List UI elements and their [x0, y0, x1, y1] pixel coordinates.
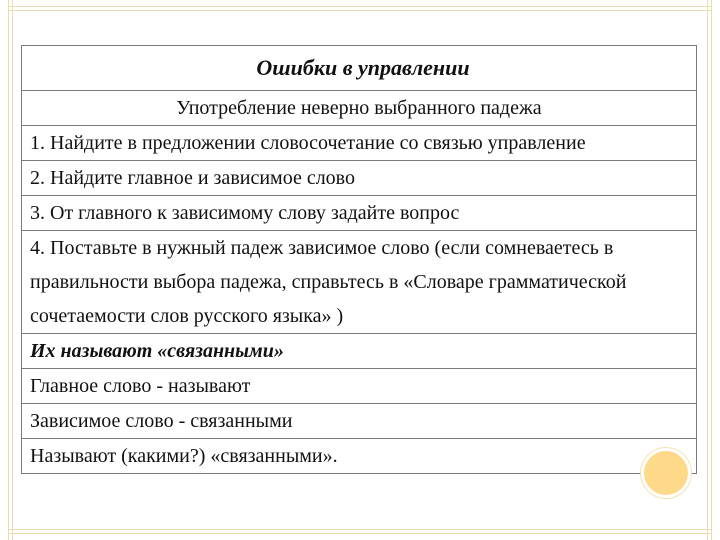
table-row	[22, 439, 697, 474]
frame-line-left-outer	[8, 0, 9, 540]
step-2: 2. Найдите главное и зависимое слово	[22, 161, 697, 196]
step-1: 1. Найдите в предложении словосочетание со связью управление	[22, 126, 697, 161]
table-row	[22, 161, 697, 196]
step-4: 4. Поставьте в нужный падеж зависимое слово (если сомневаетесь в правильности выбора падежа, справьтесь в «Словаре грамматической сочетаемости слов русского языка» )	[22, 231, 697, 334]
table-row	[22, 196, 697, 231]
frame-line-top-outer	[8, 6, 712, 7]
content-table	[21, 45, 697, 474]
table-row	[22, 404, 697, 439]
step-3: 3. От главного к зависимому слову задайте вопрос	[22, 196, 697, 231]
slide-subtitle: Употребление неверно выбранного падежа	[22, 91, 697, 126]
table-row	[22, 334, 697, 369]
table-row	[22, 126, 697, 161]
frame-line-left-inner	[12, 0, 13, 540]
frame-line-bottom-inner	[8, 529, 712, 530]
decorative-circle	[641, 448, 691, 498]
frame-line-right-inner	[707, 0, 708, 540]
frame-line-right-outer	[711, 0, 712, 540]
frame-line-bottom-outer	[8, 533, 712, 534]
example-line-dependent-word: Зависимое слово - связанными	[22, 404, 697, 439]
example-line-question: Называют (какими?) «связанными».	[22, 439, 697, 474]
table-row	[22, 231, 697, 334]
table-row	[22, 46, 697, 91]
example-heading: Их называют «связанными»	[22, 334, 697, 369]
table-row	[22, 369, 697, 404]
frame-line-top-inner	[8, 10, 712, 11]
table-row	[22, 91, 697, 126]
example-line-main-word: Главное слово - называют	[22, 369, 697, 404]
slide-title: Ошибки в управлении	[22, 46, 697, 91]
